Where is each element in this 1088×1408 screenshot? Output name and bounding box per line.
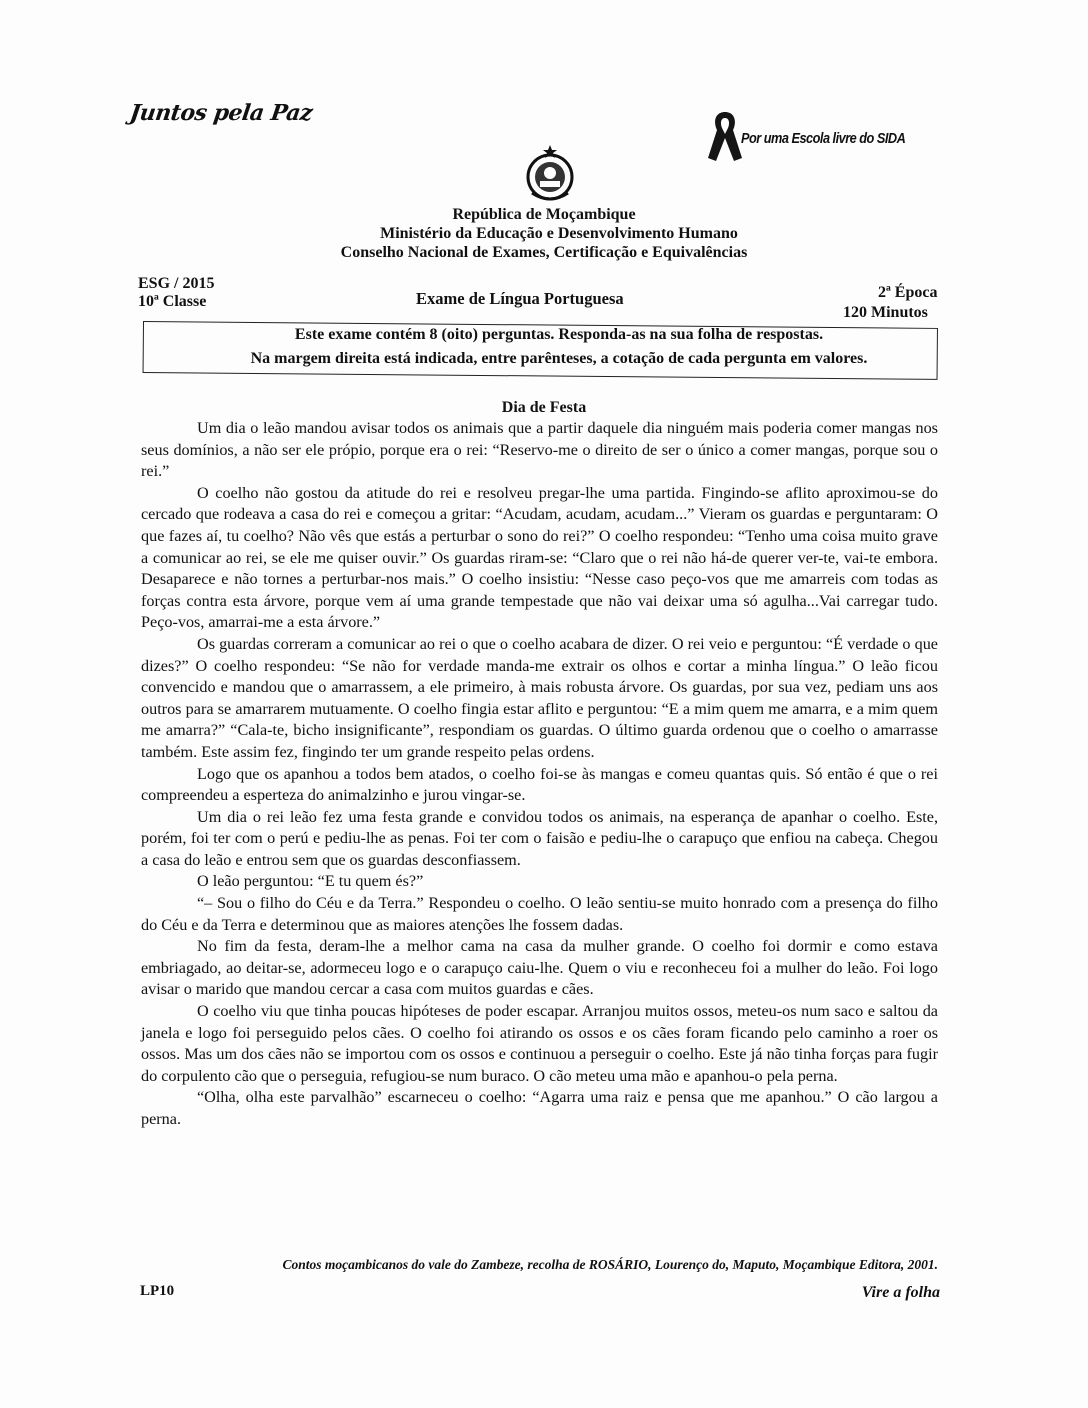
story-body: [141, 418, 938, 1131]
story-paragraph: Um dia o leão mandou avisar todos os animais que a partir daquele dia ninguém mais poderia comer mangas nos seus domínios, a não ser ele própio, porque era o rei: “Reservo-me o direito de ser o único a comer mangas, porque sou o rei.”: [141, 419, 938, 481]
council-name: Conselho Nacional de Exames, Certificação e Equivalências: [340, 244, 748, 261]
story-paragraph: Logo que os apanhou a todos bem atados, o coelho foi-se às mangas e comeu quantas quis. Só então é que o rei compreendeu a esperteza do animalzinho e jurou vingar-se.: [141, 764, 938, 805]
exam-code: ESG / 2015: [138, 275, 215, 292]
national-emblem-icon: [522, 143, 578, 205]
story-paragraph: No fim da festa, deram-lhe a melhor cama na casa da mulher grande. O coelho foi dormir e como estava embriagado, ao deitar-se, adormeceu logo e o carapuço caiu-lhe. Quem o viu e reconheceu foi a mulher do leão. Foi logo avisar o marido que mandou cercar a casa com muitos guardas e cães.: [141, 937, 938, 999]
story-paragraph: O leão perguntou: “E tu quem és?”: [197, 872, 424, 891]
page-code: LP10: [140, 1283, 175, 1299]
story-paragraph: Um dia o rei leão fez uma festa grande e convidou todos os animais, na esperança de apanhar o coelho. Este, porém, foi ter com o perú e pediu-lhe as penas. Foi ter com o faisão e pediu-lhe o carapuço que enfiou na cabeça. Chegou a casa do leão e entrou sem que os guardas desconfiassem.: [141, 807, 938, 869]
story-title: Dia de Festa: [501, 399, 587, 416]
turn-page-note: Vire a folha: [861, 1284, 940, 1301]
exam-duration: 120 Minutos: [843, 304, 928, 321]
instruction-line: Na margem direita está indicada, entre parênteses, a cotação de cada pergunta em valores.: [250, 350, 868, 367]
story-paragraph: O coelho viu que tinha poucas hipóteses de poder escapar. Arranjou muitos ossos, meteu-os num saco e saltou da janela e logo foi perseguido pelos cães. O coelho foi atirando os ossos e os cães foram ficando pelo caminho a roer os ossos. Mas um dos cães não se importou com os ossos e continuou a perseguir o coelho. Este já não tinha forças para fugir do corpulento cão que o perseguia, refugiou-se num buraco. O cão meteu uma mão e apanhou-o pela perna.: [141, 1002, 938, 1085]
exam-title: Exame de Língua Portuguesa: [416, 289, 624, 308]
campaign-text: Por uma Escola livre do SIDA: [741, 129, 906, 147]
story-paragraph: Os guardas correram a comunicar ao rei o que o coelho acabara de dizer. O rei veio e perguntou: “É verdade o que dizes?” O coelho respondeu: “Se não for verdade manda-me extrair os olhos e cortar a minha língua.” O leão ficou convencido e mandou que o amarrassem, a ele primeiro, à mais robusta árvore. Os guardas, por sua vez, pediam uns aos outros para se amarrarem mutuamente. O coelho fingia estar aflito e perguntou: “E a mim quem me amarra, e a mim quem me amarra?” “Cala-te, bicho insignificante”, respondiam os guardas. O último guarda ordenou que o coelho o amarrasse também. Este assim fez, fingindo ter um grande respeito pelas ordens.: [141, 634, 938, 761]
exam-period: 2ª Época: [878, 284, 938, 301]
ministry-name: Ministério da Educação e Desenvolvimento Humano: [380, 225, 738, 242]
story-paragraph: “Olha, olha este parvalhão” escarneceu o coelho: “Agarra uma raiz e pensa que me apanhou.” O cão largou a perna.: [141, 1088, 938, 1128]
story-paragraph: “– Sou o filho do Céu e da Terra.” Respondeu o coelho. O leão sentiu-se muito honrado com a presença do filho do Céu e da Terra e determinou que as maiores atenções lhe fossem dadas.: [141, 894, 938, 934]
source-citation: Contos moçambicanos do vale do Zambeze, recolha de ROSÁRIO, Lourenço do, Maputo, Moçambique Editora, 2001.: [282, 1257, 938, 1272]
story-paragraph: O coelho não gostou da atitude do rei e resolveu pregar-lhe uma partida. Fingindo-se aflito aproximou-se do cercado que rodeava a casa do rei e começou a gritar: “Acudam, acudam, acudam...” Vieram os guardas e perguntaram: O que fazes aí, tu coelho? Não vês que estás a perturbar o sono do rei?” O coelho respondeu: “Tenho uma coisa muito grave a comunicar ao rei, se ele me quiser ouvir.” Os guardas riram-se: “Claro que o rei não há-de querer ver-te, vai-te embora. Desaparece e não tornes a perturbar-nos mais.” O coelho insistiu: “Nesse caso peço-vos que me amarreis com todas as forças contra esta árvore, porque vem aí uma grande tempestade que não vai deixar uma só agulha...Vai carregar tudo. Peço-vos, amarrai-me a esta árvore.”: [141, 483, 938, 632]
grade-level: 10ª Classe: [138, 293, 207, 310]
republic-name: República de Moçambique: [452, 206, 636, 223]
awareness-ribbon-icon: [705, 108, 745, 164]
motto: Juntos pela Paz: [128, 100, 314, 126]
campaign-banner: [705, 108, 934, 164]
instruction-line: Este exame contém 8 (oito) perguntas. Responda-as na sua folha de respostas.: [294, 326, 824, 343]
